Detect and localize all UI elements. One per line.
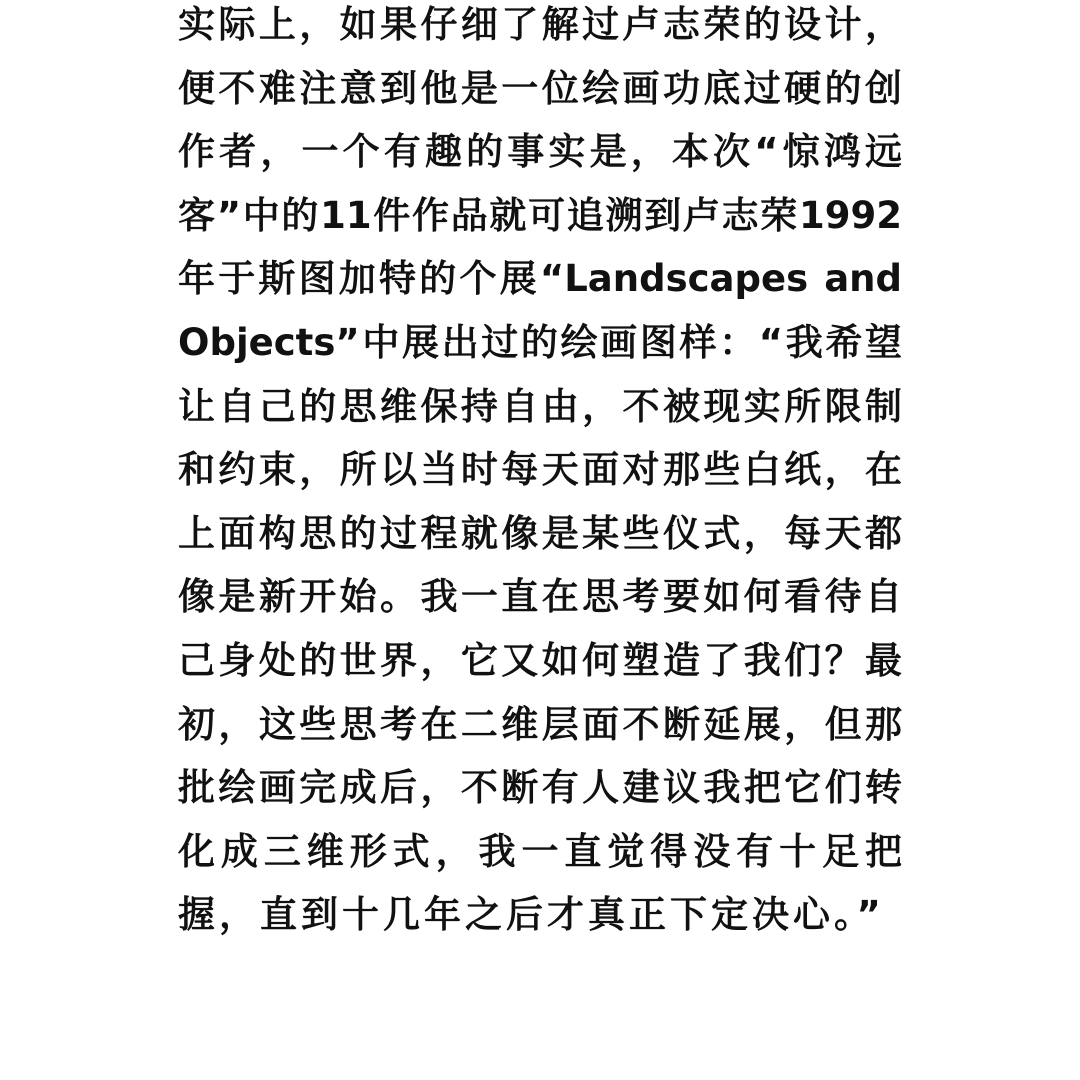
text-line-7: 让自己的思维保持自由，不被现实所限制 [178, 384, 902, 428]
text-line-15: 握，直到十几年之后才真正下定决心。” [178, 893, 885, 937]
text-line-3: 作者，一个有趣的事实是，本次“惊鸿远 [178, 130, 902, 174]
text-line-10: 像是新开始。我一直在思考要如何看待自 [178, 575, 902, 619]
text-line-6: Objects”中展出过的绘画图样：“我希望 [178, 320, 902, 364]
text-line-8: 和约束，所以当时每天面对那些白纸，在 [178, 448, 902, 492]
text-line-11: 己身处的世界，它又如何塑造了我们？最 [178, 638, 902, 682]
text-line-14: 化成三维形式，我一直觉得没有十足把 [178, 829, 902, 873]
text-line-13: 批绘画完成后，不断有人建议我把它们转 [178, 766, 902, 810]
text-line-2: 便不难注意到他是一位绘画功底过硬的创 [178, 66, 902, 110]
text-line-5: 年于斯图加特的个展“Landscapes and [178, 257, 902, 301]
text-line-1: 实际上，如果仔细了解过卢志荣的设计， [178, 3, 902, 46]
text-line-9: 上面构思的过程就像是某些仪式，每天都 [178, 511, 902, 555]
text-line-12: 初，这些思考在二维层面不断延展，但那 [178, 702, 902, 746]
text-line-4: 客”中的11件作品就可追溯到卢志荣1992 [178, 193, 902, 237]
article-body [178, 0, 902, 952]
